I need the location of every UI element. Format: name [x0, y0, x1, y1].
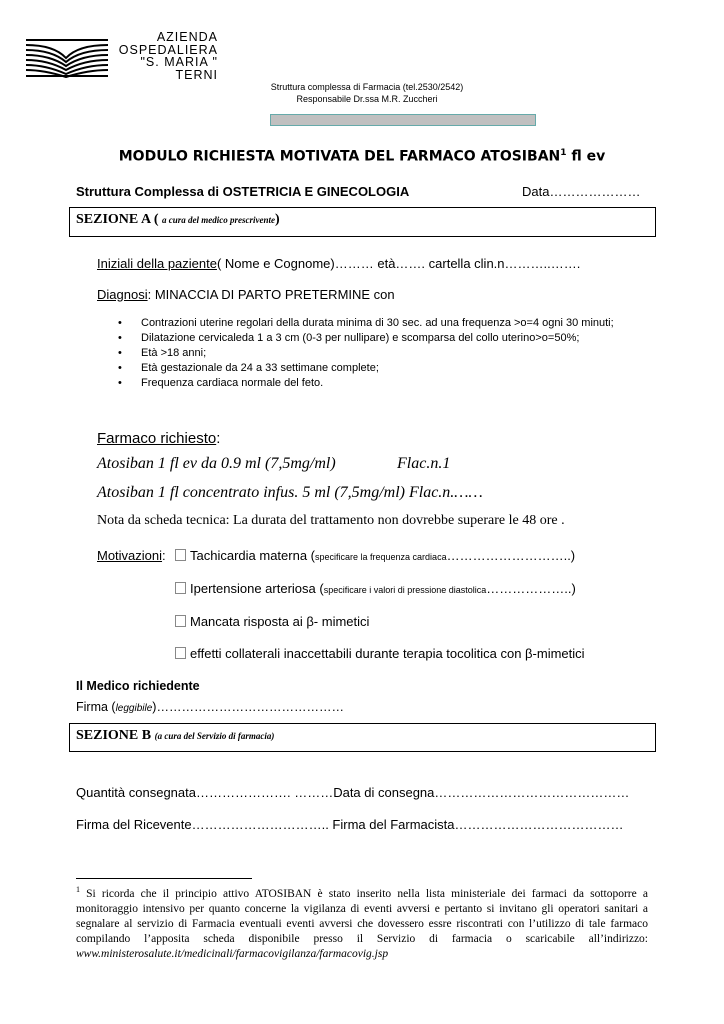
- footnote-ref: 1: [560, 148, 567, 158]
- signature-label: Firma (: [76, 700, 116, 714]
- drug-option-2[interactable]: Atosiban 1 fl concentrato infus. 5 ml (7,5mg/ml) Flac.n.……: [97, 484, 483, 501]
- motivation-option-1[interactable]: [175, 548, 575, 563]
- section-a-heading: SEZIONE A (: [76, 212, 162, 227]
- motivation-4-text: effetti collaterali inaccettabili durante terapia tocolitica con β-mimetici: [190, 646, 585, 661]
- section-b-note: (a cura del Servizio di farmacia): [154, 731, 275, 741]
- motivation-1-note: specificare la frequenza cardiaca: [315, 552, 447, 562]
- section-a-title: [76, 212, 280, 228]
- motivation-option-2[interactable]: [175, 581, 576, 596]
- list-item: • Frequenza cardiaca normale del feto.: [97, 377, 637, 390]
- motivations-label-text: Motivazioni: [97, 548, 163, 563]
- drug-option-1[interactable]: [97, 455, 451, 473]
- section-b-title: [76, 728, 274, 744]
- checkbox[interactable]: [175, 615, 186, 627]
- drug-requested-label: [97, 430, 220, 447]
- patient-initials-label: Iniziali della paziente: [97, 256, 217, 271]
- signature-legible: leggibile: [115, 703, 153, 714]
- motivation-2-note: specificare i valori di pressione diastolica: [323, 585, 487, 595]
- hospital-name-line: AZIENDA: [156, 30, 218, 44]
- delivered-quantity-line[interactable]: Quantità consegnata…………………. ………Data di consegna………………………………………: [76, 785, 630, 800]
- signature-field[interactable]: [76, 700, 344, 714]
- list-item: • Contrazioni uterine regolari della durata minima di 30 sec. ad una frequenza >o=4 ogni 30 minuti;: [97, 317, 637, 330]
- section-a-note: a cura del medico prescrivente: [161, 215, 275, 225]
- hospital-name-line: "S. MARIA ": [140, 55, 218, 69]
- hospital-name-line: OSPEDALIERA: [118, 42, 218, 57]
- diagnosis-value: : MINACCIA DI PARTO PRETERMINE con: [147, 287, 395, 302]
- hospital-name-line: TERNI: [175, 67, 218, 82]
- hospital-logo-icon: [24, 36, 110, 80]
- form-title-text: MODULO RICHIESTA MOTIVATA DEL FARMACO ATOSIBAN: [118, 148, 561, 165]
- checkbox[interactable]: [175, 647, 186, 659]
- list-item: • Età >18 anni;: [97, 347, 637, 360]
- drug-requested-text: Farmaco richiesto: [97, 430, 217, 447]
- technical-note: Nota da scheda tecnica: La durata del trattamento non dovrebbe superare le 48 ore .: [97, 513, 565, 528]
- footnote-divider: [76, 878, 252, 879]
- checkbox[interactable]: [175, 549, 186, 561]
- footnote: [76, 882, 648, 962]
- checkbox[interactable]: [175, 582, 186, 594]
- motivation-option-4[interactable]: [175, 646, 585, 661]
- drug-option-1-text: Atosiban 1 fl ev da 0.9 ml (7,5mg/ml): [97, 455, 336, 472]
- motivations-label: [97, 548, 166, 563]
- motivation-3-text: Mancata risposta ai β- mimetici: [190, 614, 370, 629]
- footnote-text: Si ricorda che il principio attivo ATOSIBAN è stato inserito nella lista ministeriale dei farmaci da sottoporre a monitoraggio intensivo per quanto concerne la vigilanza di eventi avversi e pertanto si invitano gli operatori sanitari a segnalare al servizio di Farmacia eventuali eventi avversi che dovessero essre riscontrati con l’utilizzo di tale farmaco compilando l’apposita scheda disponibile presso il Servizio di farmacia o scaricabile all’indirizzo:: [76, 887, 648, 945]
- form-title-suffix: fl ev: [566, 148, 606, 165]
- drug-option-1-flac: Flac.n.1: [397, 455, 451, 472]
- patient-fields: ( Nome e Cognome)……… età……. cartella clin.n………..…….: [216, 256, 581, 271]
- list-item: • Dilatazione cervicaleda 1 a 3 cm (0-3 per nullipare) e scomparsa del collo uterino>o=50%;: [97, 332, 637, 345]
- list-item: • Età gestazionale da 24 a 33 settimane complete;: [97, 362, 637, 375]
- section-a-close: ): [274, 212, 280, 227]
- criteria-list: [97, 317, 637, 392]
- motivation-1-text: Tachicardia materna (: [190, 548, 315, 563]
- drug-requested-colon: :: [216, 430, 221, 447]
- department-label: Struttura Complessa di OSTETRICIA E GINECOLOGIA: [76, 184, 410, 199]
- section-a-box: [69, 207, 656, 237]
- receiver-signature-line[interactable]: Firma del Ricevente………………………….. Firma del Farmacista…………………………………: [76, 817, 624, 832]
- date-field[interactable]: Data…………………: [522, 184, 641, 199]
- footnote-mark: 1: [76, 885, 80, 894]
- motivation-option-3[interactable]: [175, 614, 369, 629]
- diagnosis-line: [97, 287, 395, 302]
- footnote-url[interactable]: www.ministerosalute.it/medicinali/farmacovigilanza/farmacovig.jsp: [76, 947, 389, 960]
- form-title: [0, 148, 724, 165]
- requesting-doctor-label: Il Medico richiedente: [76, 679, 200, 693]
- diagnosis-label: Diagnosi: [97, 287, 148, 302]
- motivation-1-end: ………………………..): [446, 548, 576, 563]
- motivation-2-end: ………………..): [486, 581, 576, 596]
- patient-line[interactable]: [97, 256, 580, 271]
- section-b-heading: SEZIONE B: [76, 728, 155, 743]
- motivation-2-text: Ipertensione arteriosa (: [190, 581, 324, 596]
- motivations-colon: :: [162, 548, 166, 563]
- section-b-box: [69, 723, 656, 752]
- signature-line: )………………………………………: [152, 700, 344, 714]
- department-header: Struttura complessa di Farmacia (tel.2530/2542): [270, 82, 464, 92]
- header-divider-bar: [270, 114, 536, 126]
- hospital-name: [108, 31, 218, 81]
- department-responsible: Responsabile Dr.ssa M.R. Zuccheri: [296, 94, 438, 104]
